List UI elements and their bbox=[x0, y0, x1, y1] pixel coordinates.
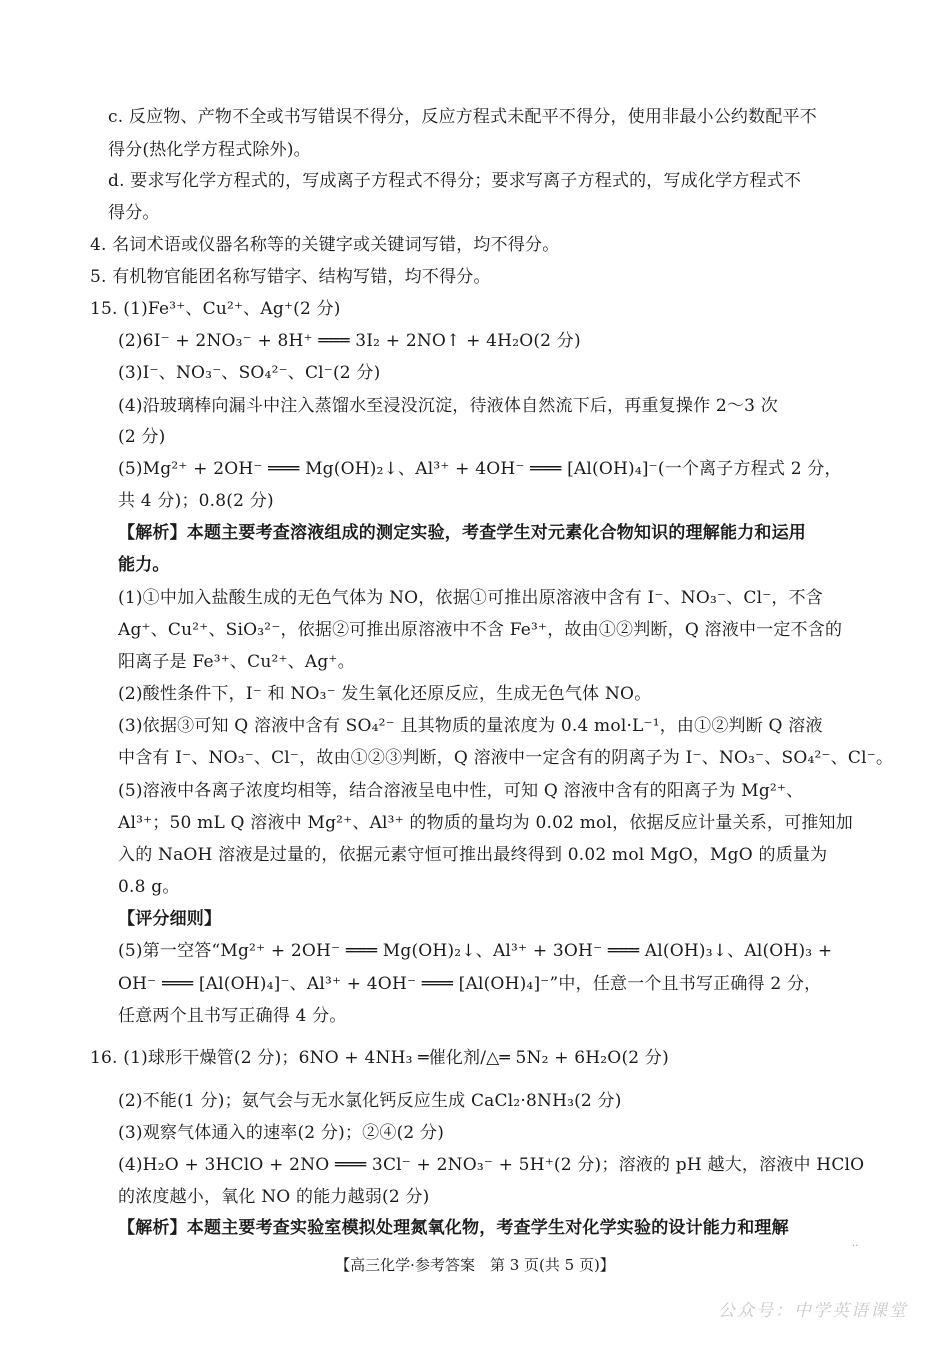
text-line: 入的 NaOH 溶液是过量的，依据元素守恒可推出最终得到 0.02 mol MgO，MgO 的质量为 bbox=[118, 845, 828, 865]
text-line: 的浓度越小，氧化 NO 的能力越弱(2 分) bbox=[118, 1187, 430, 1207]
analysis-heading: 【解析】本题主要考查实验室模拟处理氮氧化物，考查学生对化学实验的设计能力和理解 bbox=[118, 1218, 789, 1238]
text-line: (3)依据③可知 Q 溶液中含有 SO₄²⁻ 且其物质的量浓度为 0.4 mol·L⁻¹，由①②判断 Q 溶液 bbox=[118, 716, 823, 736]
text-line: 5. 有机物官能团名称写错字、结构写错，均不得分。 bbox=[90, 267, 491, 287]
text-line: OH⁻ ═══ [Al(OH)₄]⁻、Al³⁺ + 4OH⁻ ═══ [Al(OH)₄]⁻”中，任意一个且书写正确得 2 分， bbox=[118, 974, 822, 994]
dots: .. bbox=[852, 1238, 859, 1249]
text-line: d. 要求写化学方程式的，写成离子方程式不得分；要求写离子方程式的，写成化学方程式不 bbox=[108, 171, 802, 191]
text-line: (4)沿玻璃棒向漏斗中注入蒸馏水至浸没沉淀，待液体自然流下后，再重复操作 2～3 次 bbox=[118, 396, 778, 416]
text-line: (4)H₂O + 3HClO + 2NO ═══ 3Cl⁻ + 2NO₃⁻ + 5H⁺(2 分)；溶液的 pH 越大，溶液中 HClO bbox=[118, 1155, 865, 1175]
watermark: 公众号：中学英语课堂 bbox=[718, 1301, 908, 1321]
analysis-heading: 【解析】本题主要考查溶液组成的测定实验，考查学生对元素化合物知识的理解能力和运用 bbox=[118, 523, 806, 543]
text-line: (1)①中加入盐酸生成的无色气体为 NO，依据①可推出原溶液中含有 I⁻、NO₃⁻、Cl⁻，不含 bbox=[118, 588, 824, 608]
text-line: (5)Mg²⁺ + 2OH⁻ ═══ Mg(OH)₂↓、Al³⁺ + 4OH⁻ ═══ [Al(OH)₄]⁻(一个离子方程式 2 分， bbox=[118, 459, 842, 479]
text-line: 0.8 g。 bbox=[118, 877, 180, 897]
text-line: (2)酸性条件下，I⁻ 和 NO₃⁻ 发生氧化还原反应，生成无色气体 NO。 bbox=[118, 684, 652, 704]
text-line: 任意两个且书写正确得 4 分。 bbox=[118, 1006, 347, 1026]
text-line: Al³⁺；50 mL Q 溶液中 Mg²⁺、Al³⁺ 的物质的量均为 0.02 mol，依据反应计量关系，可推知加 bbox=[118, 813, 853, 833]
question-15-heading: 15. (1)Fe³⁺、Cu²⁺、Ag⁺(2 分) bbox=[90, 299, 341, 319]
text-line: (5)第一空答“Mg²⁺ + 2OH⁻ ═══ Mg(OH)₂↓、Al³⁺ + 3OH⁻ ═══ Al(OH)₃↓、Al(OH)₃ + bbox=[118, 941, 833, 961]
text-line: 4. 名词术语或仪器名称等的关键字或关键词写错，均不得分。 bbox=[90, 235, 560, 255]
text-line: (5)溶液中各离子浓度均相等，结合溶液呈电中性，可知 Q 溶液中含有的阳离子为 Mg²⁺、 bbox=[118, 781, 804, 801]
scoring-heading: 【评分细则】 bbox=[118, 909, 222, 929]
text-line: (3)观察气体通入的速率(2 分)；②④(2 分) bbox=[118, 1123, 445, 1143]
text-line: c. 反应物、产物不全或书写错误不得分，反应方程式未配平不得分，使用非最小公约数配平不 bbox=[108, 107, 817, 127]
text-line: (2 分) bbox=[118, 427, 166, 447]
text-line: (2)6I⁻ + 2NO₃⁻ + 8H⁺ ═══ 3I₂ + 2NO↑ + 4H₂O(2 分) bbox=[118, 331, 581, 351]
text-line: 中含有 I⁻、NO₃⁻、Cl⁻，故由①②③判断，Q 溶液中一定含有的阴离子为 I⁻、NO₃⁻、SO₄²⁻、Cl⁻。 bbox=[118, 748, 894, 768]
page-footer: 【高三化学·参考答案 第 3 页(共 5 页)】 bbox=[335, 1256, 615, 1274]
text-line: 阳离子是 Fe³⁺、Cu²⁺、Ag⁺。 bbox=[118, 652, 355, 672]
text-line: 得分(热化学方程式除外)。 bbox=[108, 140, 311, 160]
text-line: Ag⁺、Cu²⁺、SiO₃²⁻，依据②可推出原溶液中不含 Fe³⁺，故由①②判断，Q 溶液中一定不含的 bbox=[118, 620, 843, 640]
text-line: 能力。 bbox=[118, 555, 170, 575]
text-line: (2)不能(1 分)；氨气会与无水氯化钙反应生成 CaCl₂·8NH₃(2 分) bbox=[118, 1091, 622, 1111]
question-16-heading: 16. (1)球形干燥管(2 分)；6NO + 4NH₃ ═催化剂/△═ 5N₂ + 6H₂O(2 分) bbox=[90, 1048, 669, 1068]
text-line: 共 4 分)；0.8(2 分) bbox=[118, 491, 274, 511]
text-line: (3)I⁻、NO₃⁻、SO₄²⁻、Cl⁻(2 分) bbox=[118, 363, 381, 383]
text-line: 得分。 bbox=[108, 203, 160, 223]
